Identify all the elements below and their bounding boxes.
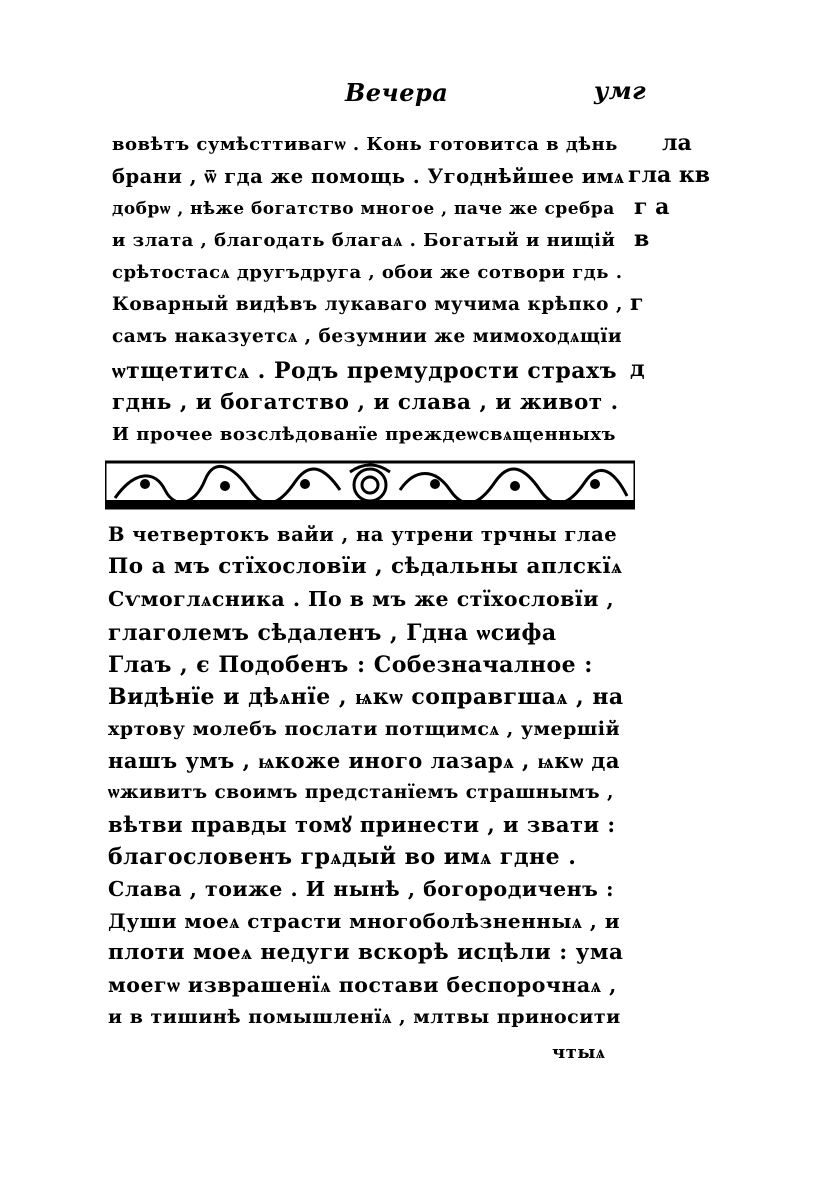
text-line: хртову молебъ послати потщимсѧ , умершій: [108, 718, 621, 740]
catchword: чтыѧ: [552, 1042, 606, 1063]
text-line: ѡтщетитсѧ . Родъ премудрости страхъ: [112, 358, 617, 384]
text-line: ѡживитъ своимъ предстанїемъ страшнымъ ,: [108, 782, 614, 803]
margin-note: г: [630, 290, 644, 316]
text-line: брани , ѿ гда же помощь . Угоднѣйшее имѧ: [112, 165, 625, 188]
margin-note: ла: [662, 130, 692, 156]
text-line: вѣтви правды томꙋ принести , и звати :: [108, 812, 616, 837]
ornament-headpiece: [105, 460, 635, 510]
margin-note: д: [630, 356, 645, 382]
text-line: Глаъ , є Подобенъ : Собезначалное :: [108, 652, 593, 678]
text-line: Сѵмоглѧсника . По в мъ же стїхословїи ,: [108, 587, 615, 611]
text-line: Слава , тоиже . И нынѣ , богородиченъ :: [108, 877, 615, 901]
text-line: самъ наказуетсѧ , безумнии же мимоходѧщїи: [112, 326, 623, 347]
text-line: нашъ умъ , ѩкоже иного лазарѧ , ѩкѡ да: [108, 748, 620, 773]
text-line: срѣтостасѧ другъдруга , обои же сотвори гдь .: [112, 262, 623, 283]
text-line: вовѣтъ сумѣсттивагѡ . Конь готовитса в дѣнь: [112, 134, 618, 155]
text-line: Коварный видѣвъ лукаваго мучима крѣпко ,: [112, 294, 623, 315]
margin-note: гла кв: [628, 162, 711, 188]
text-line: глаголемъ сѣдаленъ , Гдна ѡсифа: [108, 620, 557, 646]
text-line: моегѡ изврашенїѧ постави беспорочнаѧ ,: [108, 973, 617, 997]
text-line: и в тишинѣ помышленїѧ , млтвы приносити: [108, 1006, 621, 1028]
text-line: и злата , благодать благаѧ . Богатый и нищій: [112, 230, 616, 251]
text-line: И прочее возслѣдованїе преждеѡсвѧщенныхъ: [112, 424, 616, 445]
text-line: добрѡ , нѣже богатство многое , паче же сребра: [112, 199, 615, 219]
margin-note: г а: [634, 194, 670, 220]
text-line: По а мъ стїхословїи , сѣдальны аплскїѧ: [108, 554, 623, 579]
text-line: Души моеѧ страсти многоболѣзненныѧ , и: [108, 909, 621, 933]
text-line: Видѣнїе и дѣѧнїе , ѩкѡ соправгшаѧ , на: [108, 684, 624, 710]
folio-number: умг: [594, 76, 647, 105]
text-line: плоти моеѧ недуги вскорѣ исцѣли : ума: [108, 940, 624, 965]
running-title: Вечера: [345, 78, 449, 107]
text-line: В четвертокъ вайи , на утрени трчны глае: [108, 523, 618, 546]
margin-note: в: [634, 226, 650, 252]
text-line: благословенъ грѧдый во имѧ гдне .: [108, 844, 577, 870]
text-line: гднь , и богатство , и слава , и живот .: [112, 390, 619, 415]
